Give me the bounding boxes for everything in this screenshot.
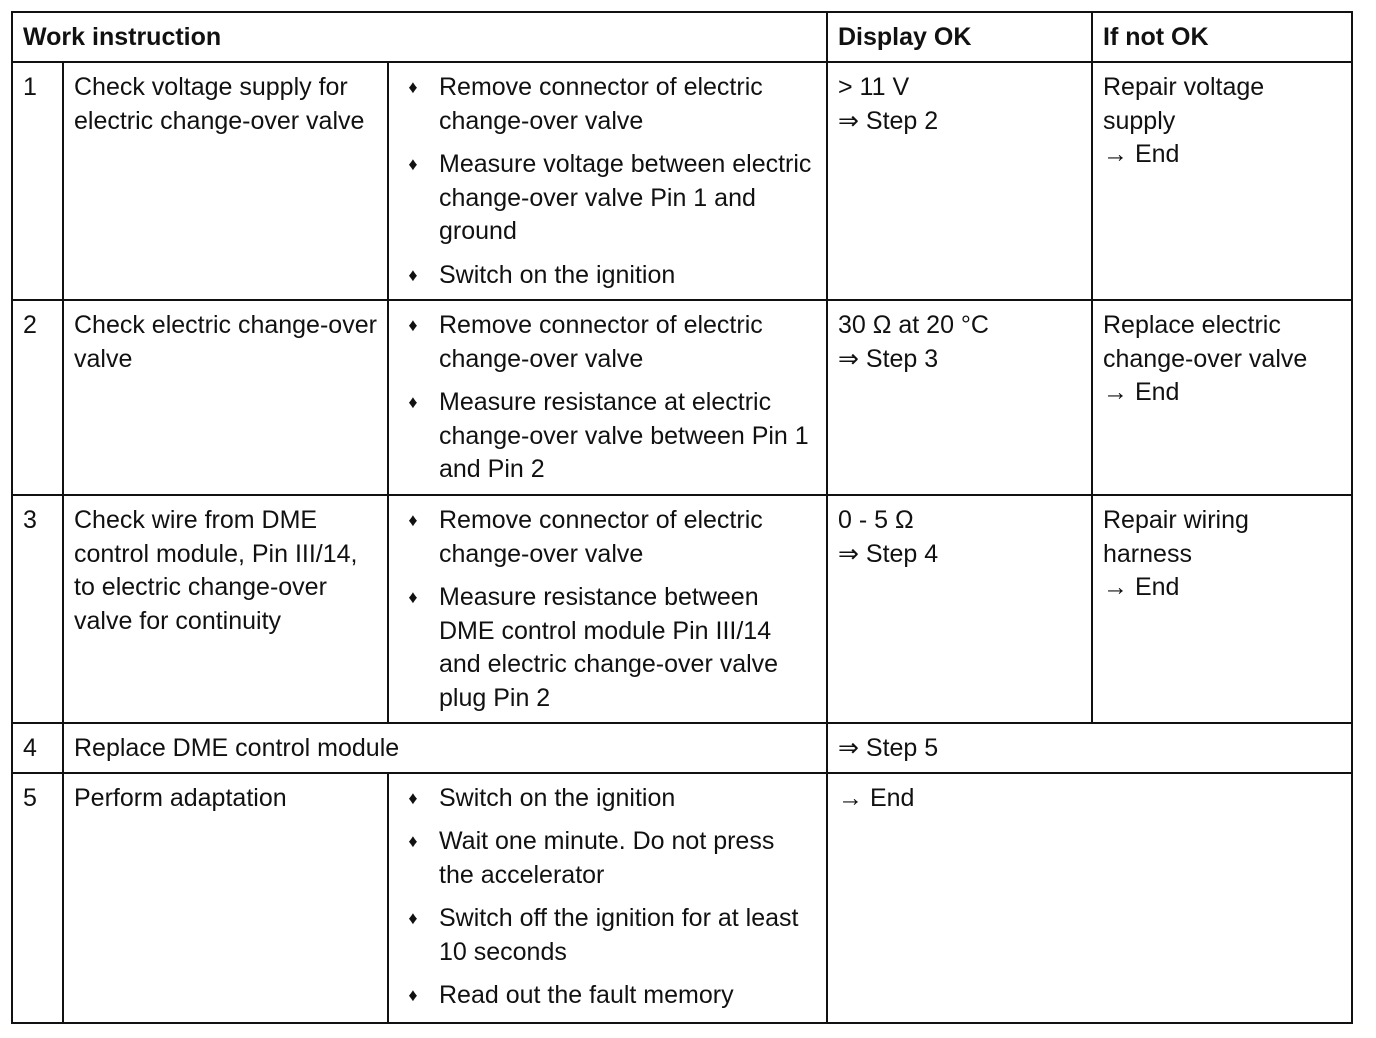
if-not-ok-action: Repair wiring harness: [1103, 506, 1249, 568]
header-work-instruction: Work instruction: [12, 12, 827, 62]
action-list: [399, 504, 816, 715]
bullet-diamond-icon: ♦: [408, 787, 418, 808]
bullet-diamond-icon: ♦: [408, 392, 418, 412]
action-item: ♦ Read out the fault memory: [399, 979, 816, 1013]
action-item: ♦ Remove connector of electric change-over valve: [399, 309, 816, 376]
bullet-diamond-icon: ♦: [408, 154, 418, 174]
bullet-diamond-icon: ♦: [408, 264, 418, 285]
if-not-ok-action: Replace electric change-over valve: [1103, 311, 1308, 373]
step-row-4: [12, 723, 1352, 773]
display-ok-cell: [827, 495, 1092, 723]
bullet-diamond-icon: ♦: [408, 77, 418, 97]
display-ok-cell: [827, 62, 1092, 300]
step-row-1: [12, 62, 1352, 300]
display-ok-next: ⇒ Step 4: [838, 539, 939, 568]
bullet-diamond-icon: ♦: [408, 908, 418, 928]
action-item: ♦ Remove connector of electric change-over valve: [399, 71, 816, 138]
action-list-cell: [388, 495, 827, 723]
action-item: ♦ Switch on the ignition: [399, 259, 816, 293]
display-ok-value: 30 Ω at 20 °C: [838, 311, 989, 339]
action-list-cell: [388, 773, 827, 1023]
action-item: ♦ Wait one minute. Do not press the accelerator: [399, 825, 816, 892]
if-not-ok-action: Repair voltage supply: [1103, 73, 1265, 135]
step-number: 3: [12, 495, 63, 723]
display-ok-value: > 11 V: [838, 73, 910, 101]
display-ok-cell: [827, 773, 1352, 1023]
action-item: ♦ Switch off the ignition for at least 10 seconds: [399, 902, 816, 969]
display-ok-next: ⇒ Step 3: [838, 344, 939, 373]
action-item: ♦ Measure voltage between electric change-over valve Pin 1 and ground: [399, 148, 816, 249]
bullet-diamond-icon: ♦: [408, 831, 418, 851]
action-item: ♦ Switch on the ignition: [399, 782, 816, 816]
check-description: Check voltage supply for electric change-over valve: [63, 62, 388, 300]
header-row: [12, 12, 1352, 62]
step-number: 4: [12, 723, 63, 773]
step-number: 5: [12, 773, 63, 1023]
action-item: ♦ Remove connector of electric change-over valve: [399, 504, 816, 571]
bullet-diamond-icon: ♦: [408, 315, 418, 335]
display-ok-cell: [827, 723, 1352, 773]
check-description: Replace DME control module: [63, 723, 827, 773]
check-description: Check wire from DME control module, Pin III/14, to electric change-over valve for continuity: [63, 495, 388, 723]
if-not-ok-next: → End: [1103, 140, 1180, 168]
display-ok-next: ⇒ Step 2: [838, 106, 939, 135]
if-not-ok-cell: [1092, 495, 1352, 723]
check-description: Perform adaptation: [63, 773, 388, 1023]
step-row-2: [12, 300, 1352, 495]
action-list: [399, 309, 816, 487]
display-ok-value: 0 - 5 Ω: [838, 506, 914, 534]
action-list: [399, 782, 816, 1013]
display-ok-next: → End: [838, 783, 915, 812]
display-ok-cell: [827, 300, 1092, 495]
step-number: 1: [12, 62, 63, 300]
step-row-3: [12, 495, 1352, 723]
if-not-ok-cell: [1092, 300, 1352, 495]
bullet-diamond-icon: ♦: [408, 587, 418, 607]
action-list-cell: [388, 62, 827, 300]
bullet-diamond-icon: ♦: [408, 985, 418, 1005]
action-list: [399, 71, 816, 292]
display-ok-next: ⇒ Step 5: [838, 734, 939, 762]
header-display-ok: Display OK: [827, 12, 1092, 62]
work-instruction-table: [11, 11, 1353, 1024]
if-not-ok-next: → End: [1103, 573, 1180, 601]
step-row-5: [12, 773, 1352, 1023]
bullet-diamond-icon: ♦: [408, 510, 418, 530]
step-number: 2: [12, 300, 63, 495]
if-not-ok-cell: [1092, 62, 1352, 300]
action-item: ♦ Measure resistance between DME control module Pin III/14 and electric change-over valve plug Pin 2: [399, 581, 816, 715]
action-item: ♦ Measure resistance at electric change-over valve between Pin 1 and Pin 2: [399, 386, 816, 487]
header-if-not-ok: If not OK: [1092, 12, 1352, 62]
action-list-cell: [388, 300, 827, 495]
if-not-ok-next: → End: [1103, 378, 1180, 406]
check-description: Check electric change-over valve: [63, 300, 388, 495]
